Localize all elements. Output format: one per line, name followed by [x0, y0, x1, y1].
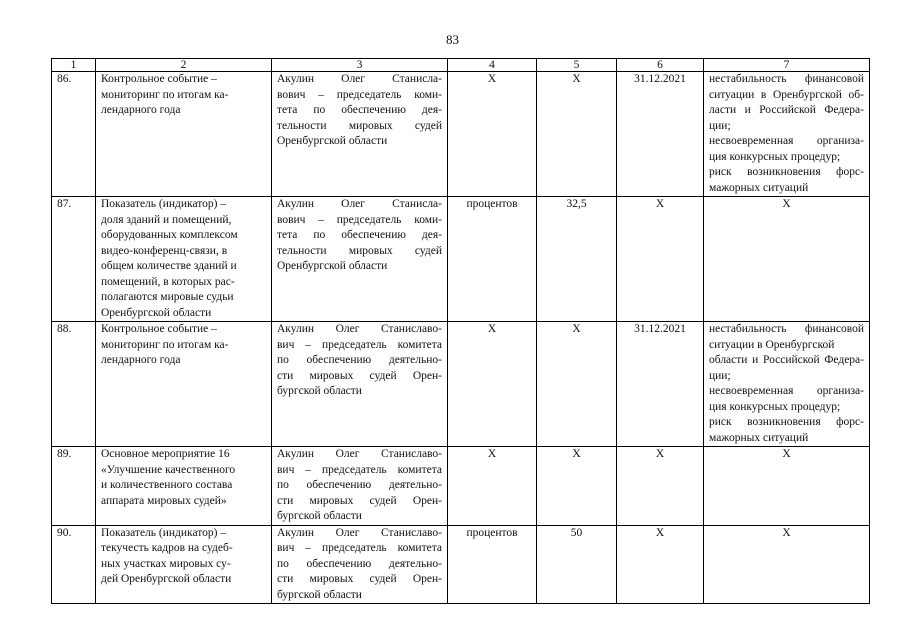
row-number: 86. — [52, 72, 96, 197]
responsible-line: вович – председатель коми- — [277, 213, 442, 226]
column-header-2: 2 — [96, 59, 272, 72]
unit-cell: процентов — [448, 197, 537, 322]
responsible-line: по обеспечению деятельно- — [277, 354, 442, 366]
risks-cell: Х — [704, 197, 870, 322]
event-name-line: мониторинг по итогам ка- — [101, 88, 229, 101]
responsible-line: Оренбургской области — [277, 135, 388, 147]
table-row-87 — [52, 197, 870, 322]
responsible-line: Акулин Олег Станиславо- — [277, 448, 442, 460]
responsible-line: бургской области — [277, 588, 362, 601]
event-name-line: доля зданий и помещений, — [101, 213, 232, 226]
table-row-88 — [52, 322, 870, 447]
responsible-cell — [272, 322, 448, 447]
event-name-cell — [96, 322, 272, 447]
date-cell: 31.12.2021 — [617, 72, 704, 197]
responsible-line: по обеспечению деятельно- — [277, 557, 442, 570]
event-name-line: Оренбургской области — [101, 306, 212, 319]
event-name-line: Контрольное событие – — [101, 323, 217, 335]
responsible-line: вич – председатель комитета — [277, 463, 442, 476]
date-cell: Х — [617, 197, 704, 322]
risks-cell — [704, 72, 870, 197]
column-header-1: 1 — [52, 59, 96, 72]
event-name-line: и количественного состава — [101, 479, 233, 491]
column-header-5: 5 — [537, 59, 617, 72]
unit-cell: процентов — [448, 525, 537, 604]
responsible-line: тельности мировых судей — [277, 244, 442, 257]
event-name-line: видео-конференц-связи, в — [101, 244, 228, 257]
date-cell: Х — [617, 525, 704, 604]
risk-line: несвоевременная организа- — [709, 385, 864, 397]
event-name-line: текучесть кадров на судеб- — [101, 542, 233, 554]
risk-line: ситуации в Оренбургской — [709, 338, 835, 351]
row-number: 88. — [52, 322, 96, 447]
column-header-4: 4 — [448, 59, 537, 72]
risk-line: несвоевременная организа- — [709, 135, 864, 147]
column-header-7: 7 — [704, 59, 870, 72]
date-cell: Х — [617, 447, 704, 526]
responsible-cell — [272, 447, 448, 526]
responsible-line: сти мировых судей Орен- — [277, 369, 442, 382]
risk-line: нестабильность финансовой — [709, 323, 864, 335]
table-row-86 — [52, 72, 870, 197]
event-name-line: помещений, в которых рас- — [101, 275, 235, 288]
column-header-6: 6 — [617, 59, 704, 72]
unit-cell: Х — [448, 72, 537, 197]
responsible-line: Акулин Олег Станиславо- — [277, 323, 442, 335]
event-name-cell — [96, 525, 272, 604]
risk-line: риск возникновения форс- — [709, 416, 864, 428]
responsible-line: сти мировых судей Орен- — [277, 573, 442, 585]
responsible-line: Акулин Олег Станиславо- — [277, 526, 442, 539]
unit-cell: Х — [448, 322, 537, 447]
event-name-line: оборудованных комплексом — [101, 229, 238, 241]
risk-line: ласти и Российской Федера- — [709, 104, 864, 116]
date-cell: 31.12.2021 — [617, 322, 704, 447]
risk-line: ции; — [709, 369, 731, 382]
responsible-line: вович – председатель коми- — [277, 88, 442, 101]
document-table — [51, 58, 870, 604]
value-cell: Х — [537, 72, 617, 197]
risk-line: риск возникновения форс- — [709, 166, 864, 178]
value-cell: 32,5 — [537, 197, 617, 322]
event-name-line: Контрольное событие – — [101, 73, 217, 85]
risk-line: ция конкурсных процедур; — [709, 400, 841, 413]
risk-line: нестабильность финансовой — [709, 73, 864, 85]
event-name-line: аппарата мировых судей» — [101, 494, 227, 507]
responsible-cell — [272, 525, 448, 604]
responsible-line: Акулин Олег Станисла- — [277, 198, 442, 210]
risks-cell: Х — [704, 447, 870, 526]
event-name-cell — [96, 447, 272, 526]
value-cell: 50 — [537, 525, 617, 604]
risks-cell — [704, 322, 870, 447]
responsible-line: сти мировых судей Орен- — [277, 494, 442, 507]
row-number: 87. — [52, 197, 96, 322]
responsible-cell — [272, 197, 448, 322]
risk-line: ция конкурсных процедур; — [709, 150, 841, 163]
event-name-line: лендарного года — [101, 354, 181, 366]
responsible-line: по обеспечению деятельно- — [277, 479, 442, 491]
risk-line: области и Российской Федера- — [709, 354, 864, 366]
event-name-line: полагаются мировые судьи — [101, 291, 234, 303]
responsible-cell — [272, 72, 448, 197]
unit-cell: Х — [448, 447, 537, 526]
table-row-90 — [52, 525, 870, 604]
event-name-line: Показатель (индикатор) – — [101, 526, 227, 539]
event-name-cell — [96, 197, 272, 322]
column-header-3: 3 — [272, 59, 448, 72]
event-name-line: общем количестве зданий и — [101, 260, 237, 272]
event-name-line: мониторинг по итогам ка- — [101, 338, 229, 351]
responsible-line: Оренбургской области — [277, 260, 388, 272]
responsible-line: Акулин Олег Станисла- — [277, 73, 442, 85]
event-name-cell — [96, 72, 272, 197]
event-name-line: дей Оренбургской области — [101, 573, 232, 585]
column-number-header-row — [52, 59, 870, 72]
responsible-line: бургской области — [277, 510, 362, 522]
event-name-line: ных участках мировых су- — [101, 557, 231, 570]
risk-line: ции; — [709, 119, 731, 132]
responsible-line: бургской области — [277, 385, 362, 397]
event-name-line: «Улучшение качественного — [101, 463, 236, 476]
risks-cell: Х — [704, 525, 870, 604]
event-name-line: лендарного года — [101, 104, 181, 116]
responsible-line: тета по обеспечению дея- — [277, 229, 442, 241]
responsible-line: тета по обеспечению дея- — [277, 104, 442, 116]
responsible-line: тельности мировых судей — [277, 119, 442, 132]
responsible-line: вич – председатель комитета — [277, 338, 442, 351]
risk-line: ситуации в Оренбургской об- — [709, 88, 864, 101]
table-row-89 — [52, 447, 870, 526]
event-name-line: Основное мероприятие 16 — [101, 448, 230, 460]
risk-line: мажорных ситуаций — [709, 181, 809, 194]
row-number: 89. — [52, 447, 96, 526]
value-cell: Х — [537, 447, 617, 526]
event-name-line: Показатель (индикатор) – — [101, 198, 227, 210]
responsible-line: вич – председатель комитета — [277, 542, 442, 554]
risk-line: мажорных ситуаций — [709, 431, 809, 444]
page-number: 83 — [446, 32, 459, 47]
row-number: 90. — [52, 525, 96, 604]
value-cell: Х — [537, 322, 617, 447]
